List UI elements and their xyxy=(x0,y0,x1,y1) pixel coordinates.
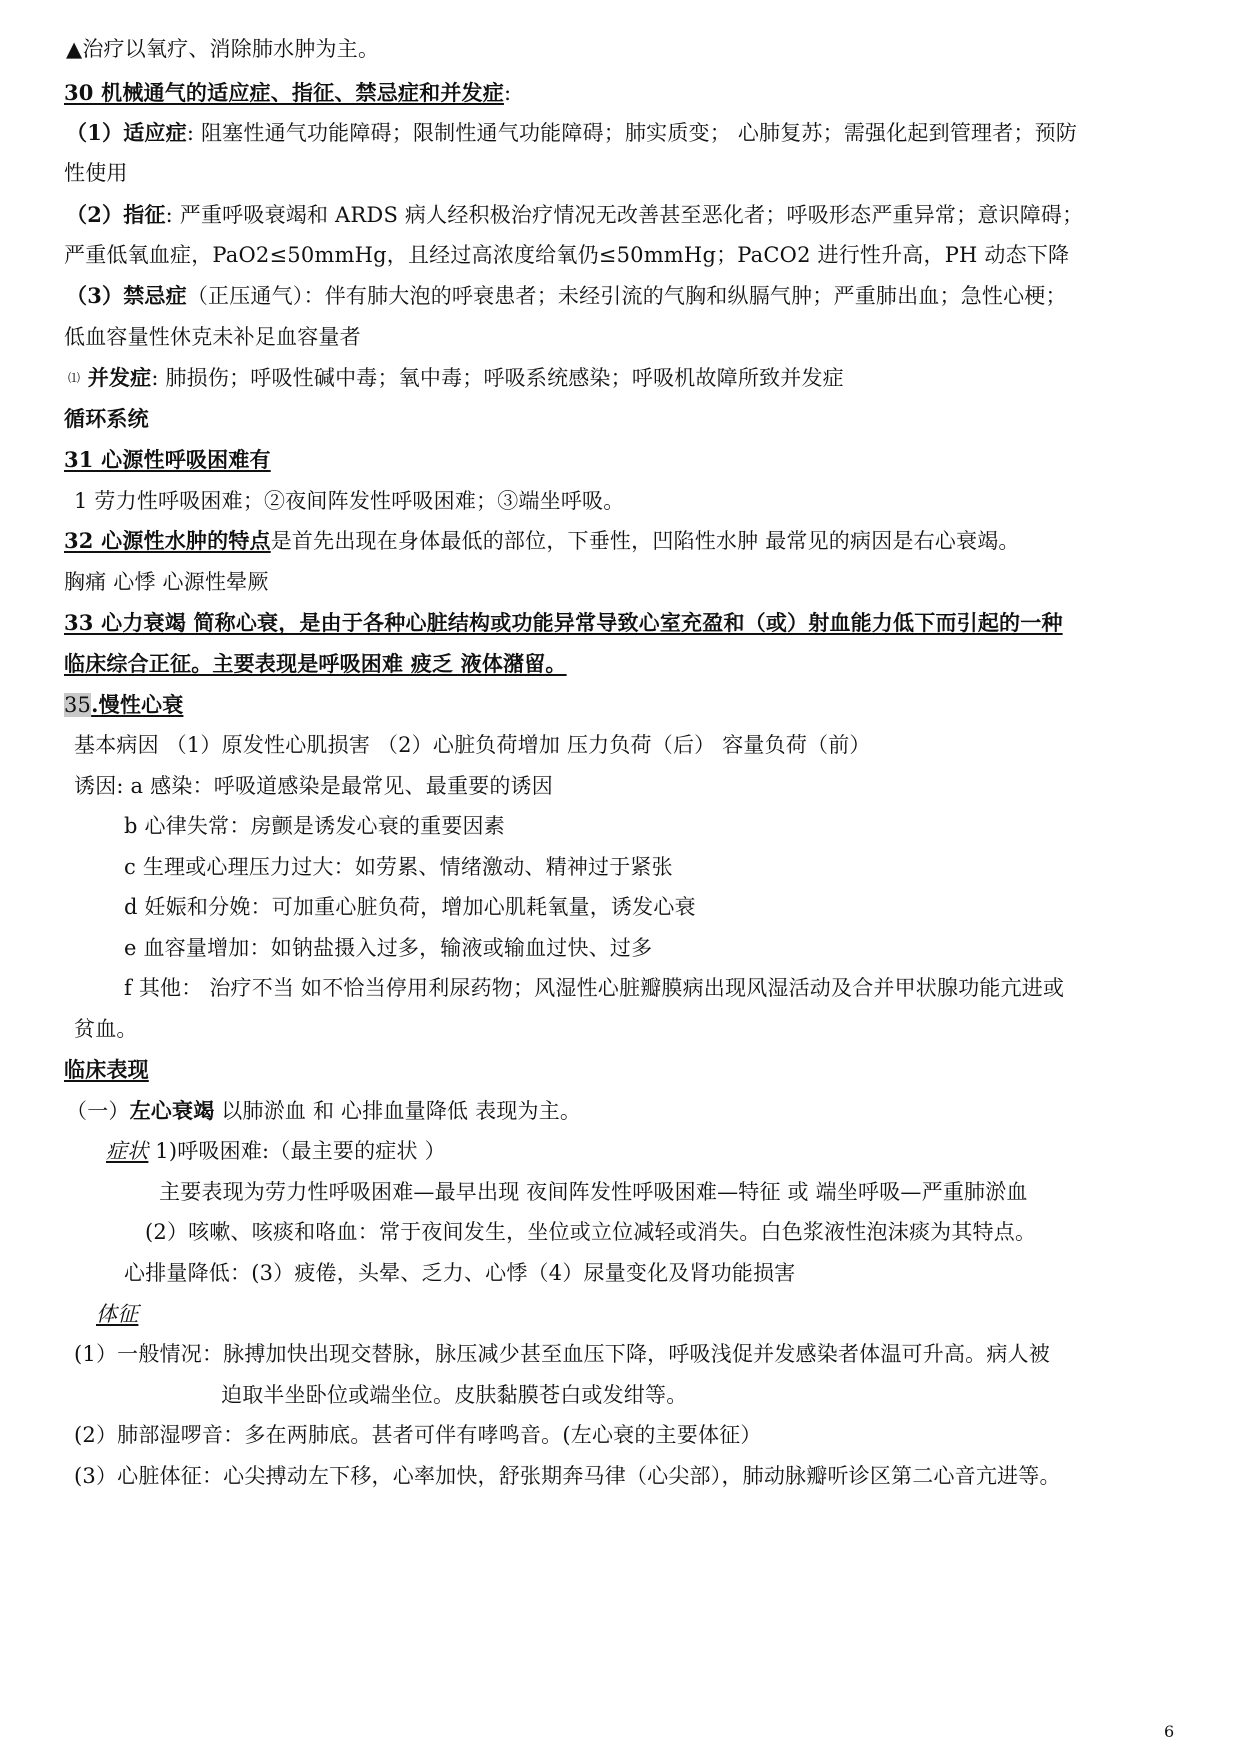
label-complications: 并发症 xyxy=(80,365,152,390)
heading-33-heart-failure: 33 心力衰竭 简称心衰，是由于各种心脏结构或功能异常导致心室充盈和（或）射血能力低下而引起的一种 xyxy=(64,610,1063,635)
text-line-symptoms-dyspnea xyxy=(106,1136,446,1166)
text-line-criteria xyxy=(66,200,1083,230)
label-indications: （1）适应症 xyxy=(66,120,187,145)
text-line-trigger-pregnancy: d 妊娠和分娩：可加重心脏负荷，增加心肌耗氧量，诱发心衰 xyxy=(124,895,696,919)
text-line-contraindications-cont: 低血容量性休克未补足血容量者 xyxy=(64,325,361,349)
page-number: 6 xyxy=(1164,1722,1175,1741)
text-line-trigger-other: f 其他： 治疗不当 如不恰当停用利尿药物；风湿性心脏瓣膜病出现风湿活动及合并甲状腺功能亢进或 xyxy=(124,976,1065,1000)
text-line-indications-cont: 性使用 xyxy=(64,161,128,185)
label-contraindications: （3）禁忌症 xyxy=(66,283,187,308)
heading-31-cardiogenic-dyspnea: 31 心源性呼吸困难有 xyxy=(64,447,271,472)
heading-clinical-manifestations: 临床表现 xyxy=(64,1057,149,1082)
text-line-general-condition-cont: 迫取半坐卧位或端坐位。皮肤黏膜苍白或发绀等。 xyxy=(221,1383,688,1407)
heading-30-title: 30 机械通气的适应症、指征、禁忌症和并发症 xyxy=(64,80,504,105)
text-line-indications xyxy=(66,118,1077,148)
criteria-text: : 严重呼吸衰竭和 ARDS 病人经积极治疗情况无改善甚至恶化者；呼吸形态严重异常；意识障碍； xyxy=(165,203,1084,227)
heading-30-colon: : xyxy=(503,81,512,105)
section-heading-circulatory-system: 循环系统 xyxy=(64,406,149,431)
label-symptoms: 症状 xyxy=(106,1139,149,1163)
text-line-cardiac-signs: (3）心脏体征：心尖搏动左下移，心率加快，舒张期奔马律（心尖部），肺动脉瓣听诊区第二心音亢进等。 xyxy=(74,1464,1061,1488)
text-line-lung-rales: (2）肺部湿啰音：多在两肺底。甚者可伴有哮鸣音。(左心衰的主要体征） xyxy=(74,1423,762,1447)
text-line-criteria-cont: 严重低氧血症，PaO2≤50mmHg，且经过高浓度给氧仍≤50mmHg；PaCO2 进行性升高，PH 动态下降 xyxy=(64,243,1070,267)
label-signs: 体征 xyxy=(96,1302,139,1326)
heading-33-heart-failure-cont: 临床综合正征。主要表现是呼吸困难 疲乏 液体潴留。 xyxy=(64,651,567,676)
contraindications-text: （正压通气）：伴有肺大泡的呼衰患者；未经引流的气胸和纵膈气肿；严重肺出血；急性心梗； xyxy=(186,284,1067,308)
left-hf-text: 以肺淤血 和 心排血量降低 表现为主。 xyxy=(214,1099,582,1123)
indications-text: : 阻塞性通气功能障碍；限制性通气功能障碍；肺实质变； 心肺复苏；需强化起到管理者；预防 xyxy=(186,121,1078,145)
heading-32-title: 32 心源性水肿的特点 xyxy=(64,528,271,553)
text-line-left-heart-failure xyxy=(66,1096,581,1126)
text-line-trigger-other-cont: 贫血。 xyxy=(74,1017,138,1041)
text-line-dyspnea-forms: 主要表现为劳力性呼吸困难—最早出现 夜间阵发性呼吸困难—特征 或 端坐呼吸—严重肺淤血 xyxy=(159,1180,1028,1204)
text-line-dyspnea-types: 1 劳力性呼吸困难；②夜间阵发性呼吸困难；③端坐呼吸。 xyxy=(74,489,625,513)
text-line-cardiogenic-edema xyxy=(64,526,1020,556)
text-line-symptoms-list: 胸痛 心悸 心源性晕厥 xyxy=(64,570,269,594)
text-line-trigger-blood-volume: e 血容量增加：如钠盐摄入过多，输液或输血过快、过多 xyxy=(124,936,653,960)
text-line-basic-causes: 基本病因 （1）原发性心肌损害 （2）心脏负荷增加 压力负荷（后） 容量负荷（前） xyxy=(74,733,871,757)
text-line-contraindications xyxy=(66,281,1067,311)
label-criteria: （2）指征 xyxy=(66,202,166,227)
text-line-trigger-stress: c 生理或心理压力过大：如劳累、情绪激动、精神过于紧张 xyxy=(124,855,673,879)
highlighted-number: 35 xyxy=(64,693,92,717)
label-left-heart-failure: 左心衰竭 xyxy=(129,1098,215,1123)
heading-35-title: .慢性心衰 xyxy=(91,692,184,717)
text-line-general-condition: (1）一般情况：脉搏加快出现交替脉，脉压减少甚至血压下降，呼吸浅促并发感染者体温可升高。病人被 xyxy=(74,1342,1050,1366)
heading-35-chronic-heart-failure xyxy=(64,690,183,720)
list-marker: ⑴ xyxy=(68,371,81,385)
left-hf-prefix: （一） xyxy=(66,1099,130,1123)
text-line-low-output: 心排量降低：(3）疲倦，头晕、乏力、心悸（4）尿量变化及肾功能损害 xyxy=(124,1261,796,1285)
complications-text: : 肺损伤；呼吸性碱中毒；氧中毒；呼吸系统感染；呼吸机故障所致并发症 xyxy=(151,366,844,390)
heading-30-mechanical-ventilation xyxy=(64,78,511,108)
text-line-oxygen-therapy: ▲治疗以氧疗、消除肺水肿为主。 xyxy=(66,37,380,61)
text-line-complications xyxy=(68,363,844,393)
text-line-trigger-infection: 诱因: a 感染：呼吸道感染是最常见、最重要的诱因 xyxy=(74,774,553,798)
text-line-trigger-arrhythmia: b 心律失常：房颤是诱发心衰的重要因素 xyxy=(124,814,505,838)
cardiogenic-edema-text: 是首先出现在身体最低的部位，下垂性，凹陷性水肿 最常见的病因是右心衰竭。 xyxy=(270,529,1020,553)
text-line-cough: (2）咳嗽、咳痰和咯血：常于夜间发生，坐位或立位减轻或消失。白色浆液性泡沫痰为其特点。 xyxy=(145,1220,1037,1244)
symptoms-dyspnea-text: 1)呼吸困难:（最主要的症状 ） xyxy=(148,1139,446,1163)
